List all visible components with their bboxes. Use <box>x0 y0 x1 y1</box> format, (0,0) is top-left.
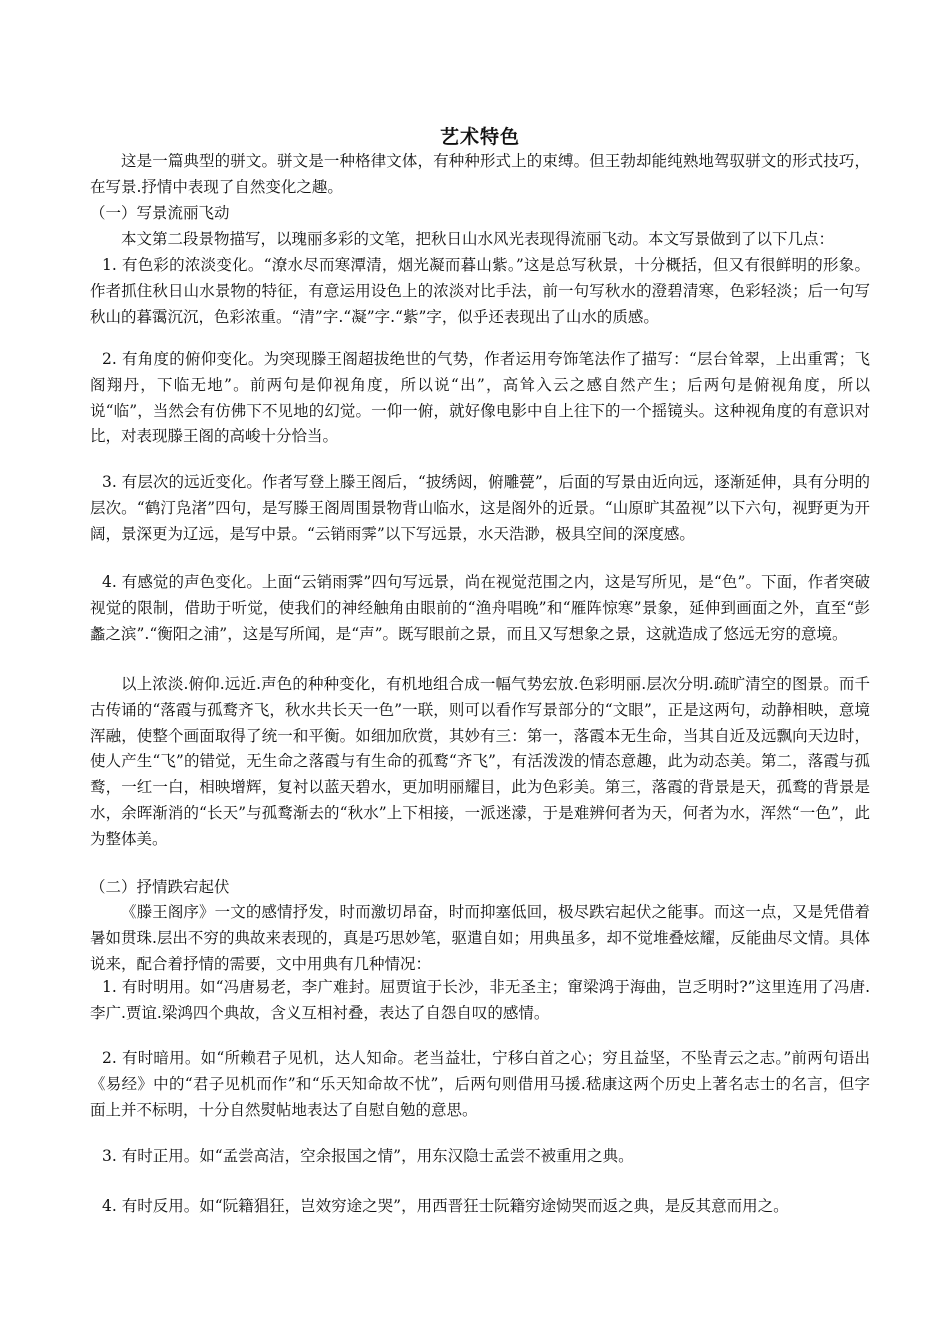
section1-summary: 以上浓淡.俯仰.远近.声色的种种变化，有机地组合成一幅气势宏放.色彩明丽.层次分明.疏旷清空的图景。而千古传诵的“落霞与孤鹜齐飞，秋水共长天一色”一联，则可以看作写景部分的“文眼”，正是这两句，动静相映，意境浑融，使整个画面取得了统一和平衡。如细加欣赏，其妙有三：第一，落霞本无生命，当其自近及远飘向天边时，使人产生“飞”的错觉，无生命之落霞与有生命的孤鹜“齐飞”，有活泼泼的情态意趣，此为动态美。第二，落霞与孤鹜，一红一白，相映增辉，复衬以蓝天碧水，更加明丽耀目，此为色彩美。第三，落霞的背景是天，孤鹜的背景是水，余晖渐消的“长天”与孤鹜渐去的“秋水”上下相接，一派迷濛，于是难辨何者为天，何者为水，浑然“一色”，此为整体美。 <box>90 675 870 848</box>
section1-point-2: 2. 有角度的俯仰变化。为突现滕王阁超拔绝世的气势，作者运用夸饰笔法作了描写：“层台耸翠，上出重霄；飞阁翔丹，下临无地”。前两句是仰视角度，所以说“出”，高耸入云之感自然产生；后两句是俯视角度，所以说“临”，当然会有仿佛下不见地的幻觉。一仰一俯，就好像电影中自上往下的一个摇镜头。这种视角度的有意识对比，对表现滕王阁的高峻十分恰当。 <box>90 350 870 446</box>
section2-heading: （二）抒情跌宕起伏 <box>90 878 230 896</box>
intro-paragraph: 这是一篇典型的骈文。骈文是一种格律文体，有种种形式上的束缚。但王勃却能纯熟地驾驭骈文的形式技巧，在写景.抒情中表现了自然变化之趣。 <box>90 152 870 196</box>
section1-point-1: 1. 有色彩的浓淡变化。“潦水尽而寒潭清，烟光凝而暮山紫。”这是总写秋景，十分概括，但又有很鲜明的形象。作者抓住秋日山水景物的特征，有意运用设色上的浓淡对比手法，前一句写秋水的澄碧清寒，色彩轻淡；后一句写秋山的暮霭沉沉，色彩浓重。“清”字.“凝”字.“紫”字，似乎还表现出了山水的质感。 <box>90 256 870 326</box>
section2-lead: 《滕王阁序》一文的感情抒发，时而激切昂奋，时而抑塞低回，极尽跌宕起伏之能事。而这一点，又是凭借着暑如贯珠.层出不穷的典故来表现的，真是巧思妙笔，驱遣自如；用典虽多，却不觉堆叠炫耀，反能曲尽文情。具体说来，配合着抒情的需要，文中用典有几种情况： <box>90 903 870 973</box>
section2-point-2: 2. 有时暗用。如“所赖君子见机，达人知命。老当益壮，宁移白首之心；穷且益坚，不坠青云之志。”前两句语出《易经》中的“君子见机而作”和“乐天知命故不忧”，后两句则借用马援.嵇康这两个历史上著名志士的名言，但字面上并不标明，十分自然熨帖地表达了自慰自勉的意思。 <box>90 1049 870 1119</box>
section1-point-3: 3. 有层次的远近变化。作者写登上滕王阁后，“披绣闼，俯雕甍”，后面的写景由近向远，逐渐延伸，具有分明的层次。“鹤汀凫渚”四句，是写滕王阁周围景物背山临水，这是阁外的近景。“山原旷其盈视”以下六句，视野更为开阔，景深更为辽远，是写中景。“云销雨霁”以下写远景，水天浩渺，极具空间的深度感。 <box>90 473 870 543</box>
section1-lead: 本文第二段景物描写，以瑰丽多彩的文笔，把秋日山水风光表现得流丽飞动。本文写景做到了以下几点： <box>121 230 835 248</box>
section2-point-3: 3. 有时正用。如“孟尝高洁，空余报国之情”，用东汉隐士孟尝不被重用之典。 <box>102 1147 634 1165</box>
section1-point-4: 4. 有感觉的声色变化。上面“云销雨霁”四句写远景，尚在视觉范围之内，这是写所见，是“色”。下面，作者突破视觉的限制，借助于听觉，使我们的神经触角由眼前的“渔舟唱晚”和“雁阵惊寒”景象，延伸到画面之外，直至“彭蠡之滨”.“衡阳之浦”，这是写所闻，是“声”。既写眼前之景，而且又写想象之景，这就造成了悠远无穷的意境。 <box>90 573 870 643</box>
section1-heading: （一）写景流丽飞动 <box>90 204 230 222</box>
section2-point-4: 4. 有时反用。如“阮籍猖狂，岂效穷途之哭”，用西晋狂士阮籍穷途恸哭而返之典，是反其意而用之。 <box>102 1197 789 1215</box>
section2-point-1: 1. 有时明用。如“冯唐易老，李广难封。屈贾谊于长沙，非无圣主；窜梁鸿于海曲，岂乏明时?”这里连用了冯唐.李广.贾谊.梁鸿四个典故，含义互相衬叠，表达了自怨自叹的感情。 <box>90 978 870 1022</box>
page-title: 艺术特色 <box>439 126 520 148</box>
